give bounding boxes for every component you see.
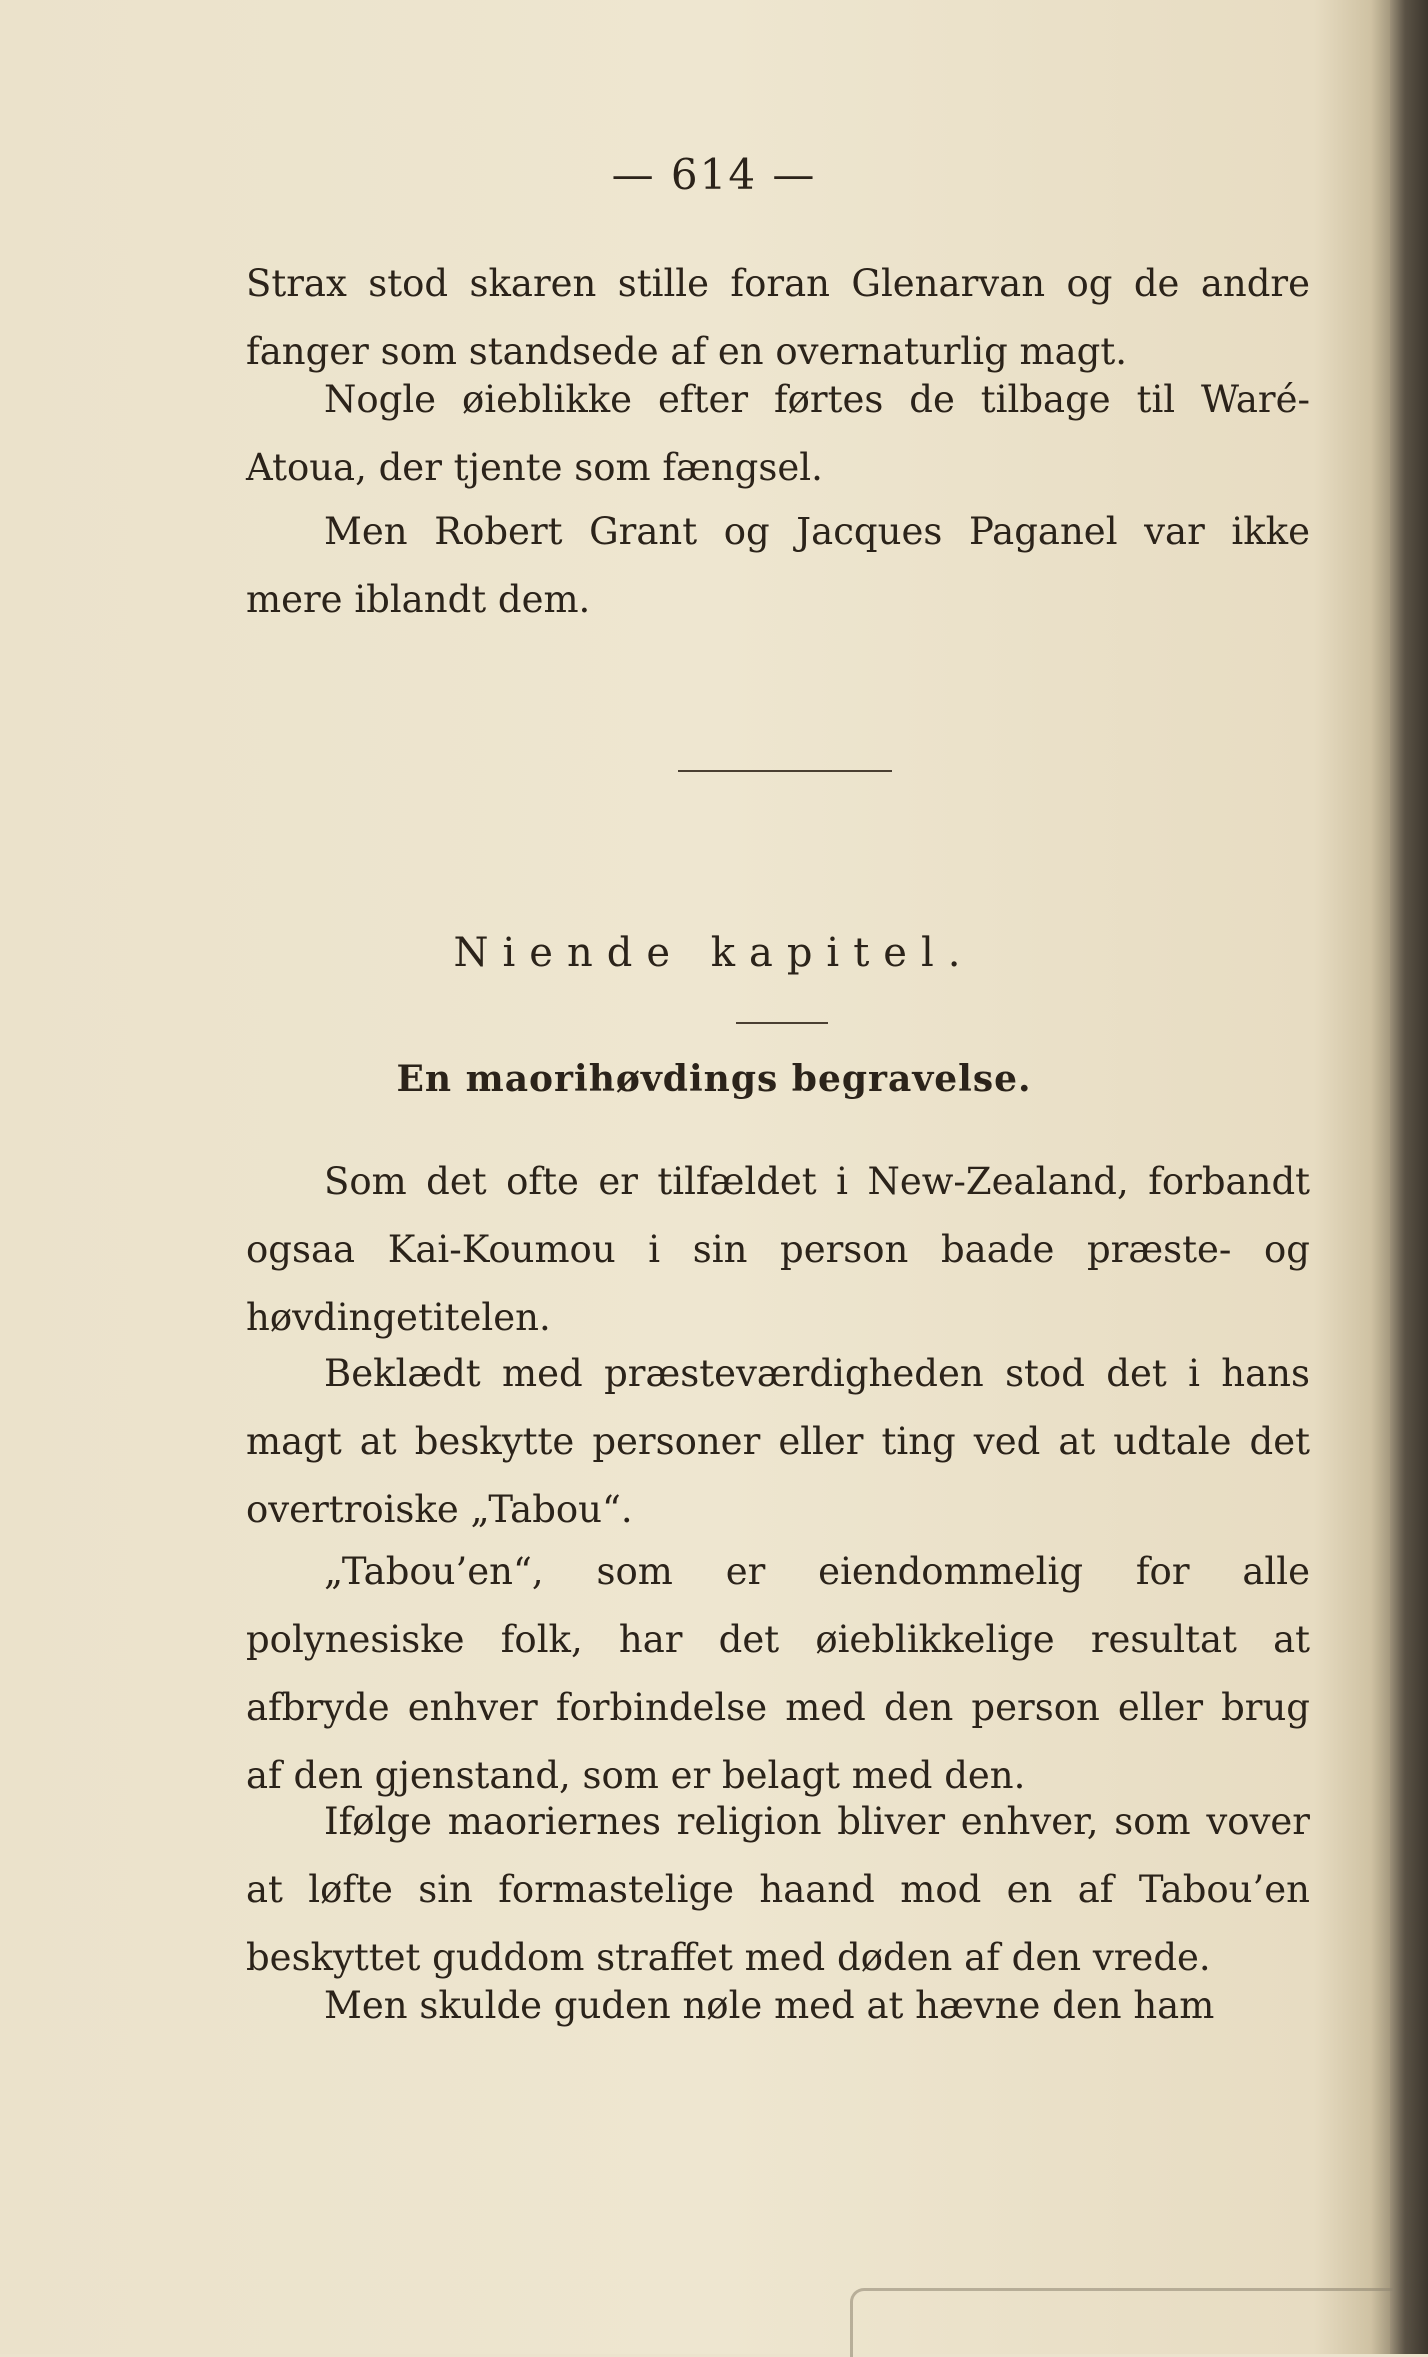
book-spine-shadow: [1390, 0, 1428, 2354]
chapter-title-rule: [736, 1022, 828, 1024]
page-number: — 614 —: [611, 150, 817, 199]
page-corner-mark: [850, 2288, 1393, 2357]
section-divider: [678, 770, 892, 772]
chapter-subtitle: En maorihøvdings begravelse.: [396, 1058, 1032, 1100]
paragraph: Men skulde guden nøle med at hævne den ham: [324, 1984, 1215, 2027]
paragraph: Beklædt med præsteværdigheden stod det i hans magt at beskytte personer eller ting ved at udtale det overtroiske „Tabou“.: [246, 1352, 1310, 1531]
paragraph: Men Robert Grant og Jacques Paganel var ikke mere iblandt dem.: [246, 510, 1310, 621]
paragraph: Ifølge maoriernes religion bliver enhver, som vover at løfte sin formastelige haand mod en af Tabou’en beskyttet guddom straffet med døden af den vrede.: [246, 1800, 1310, 1979]
chapter-title: Niende kapitel.: [453, 930, 975, 976]
paragraph: Som det ofte er tilfældet i New-Zealand, forbandt ogsaa Kai-Koumou i sin person baade præste- og høvdingetitelen.: [246, 1160, 1310, 1339]
paragraph: Strax stod skaren stille foran Glenarvan og de andre fanger som standsede af en overnaturlig magt.: [246, 262, 1310, 373]
paragraph: „Tabou’en“, som er eiendommelig for alle polynesiske folk, har det øieblikkelige resultat at afbryde enhver forbindelse med den person eller brug af den gjenstand, som er belagt med den.: [246, 1550, 1310, 1797]
paragraph: Nogle øieblikke efter førtes de tilbage til Waré-Atoua, der tjente som fængsel.: [246, 378, 1310, 489]
